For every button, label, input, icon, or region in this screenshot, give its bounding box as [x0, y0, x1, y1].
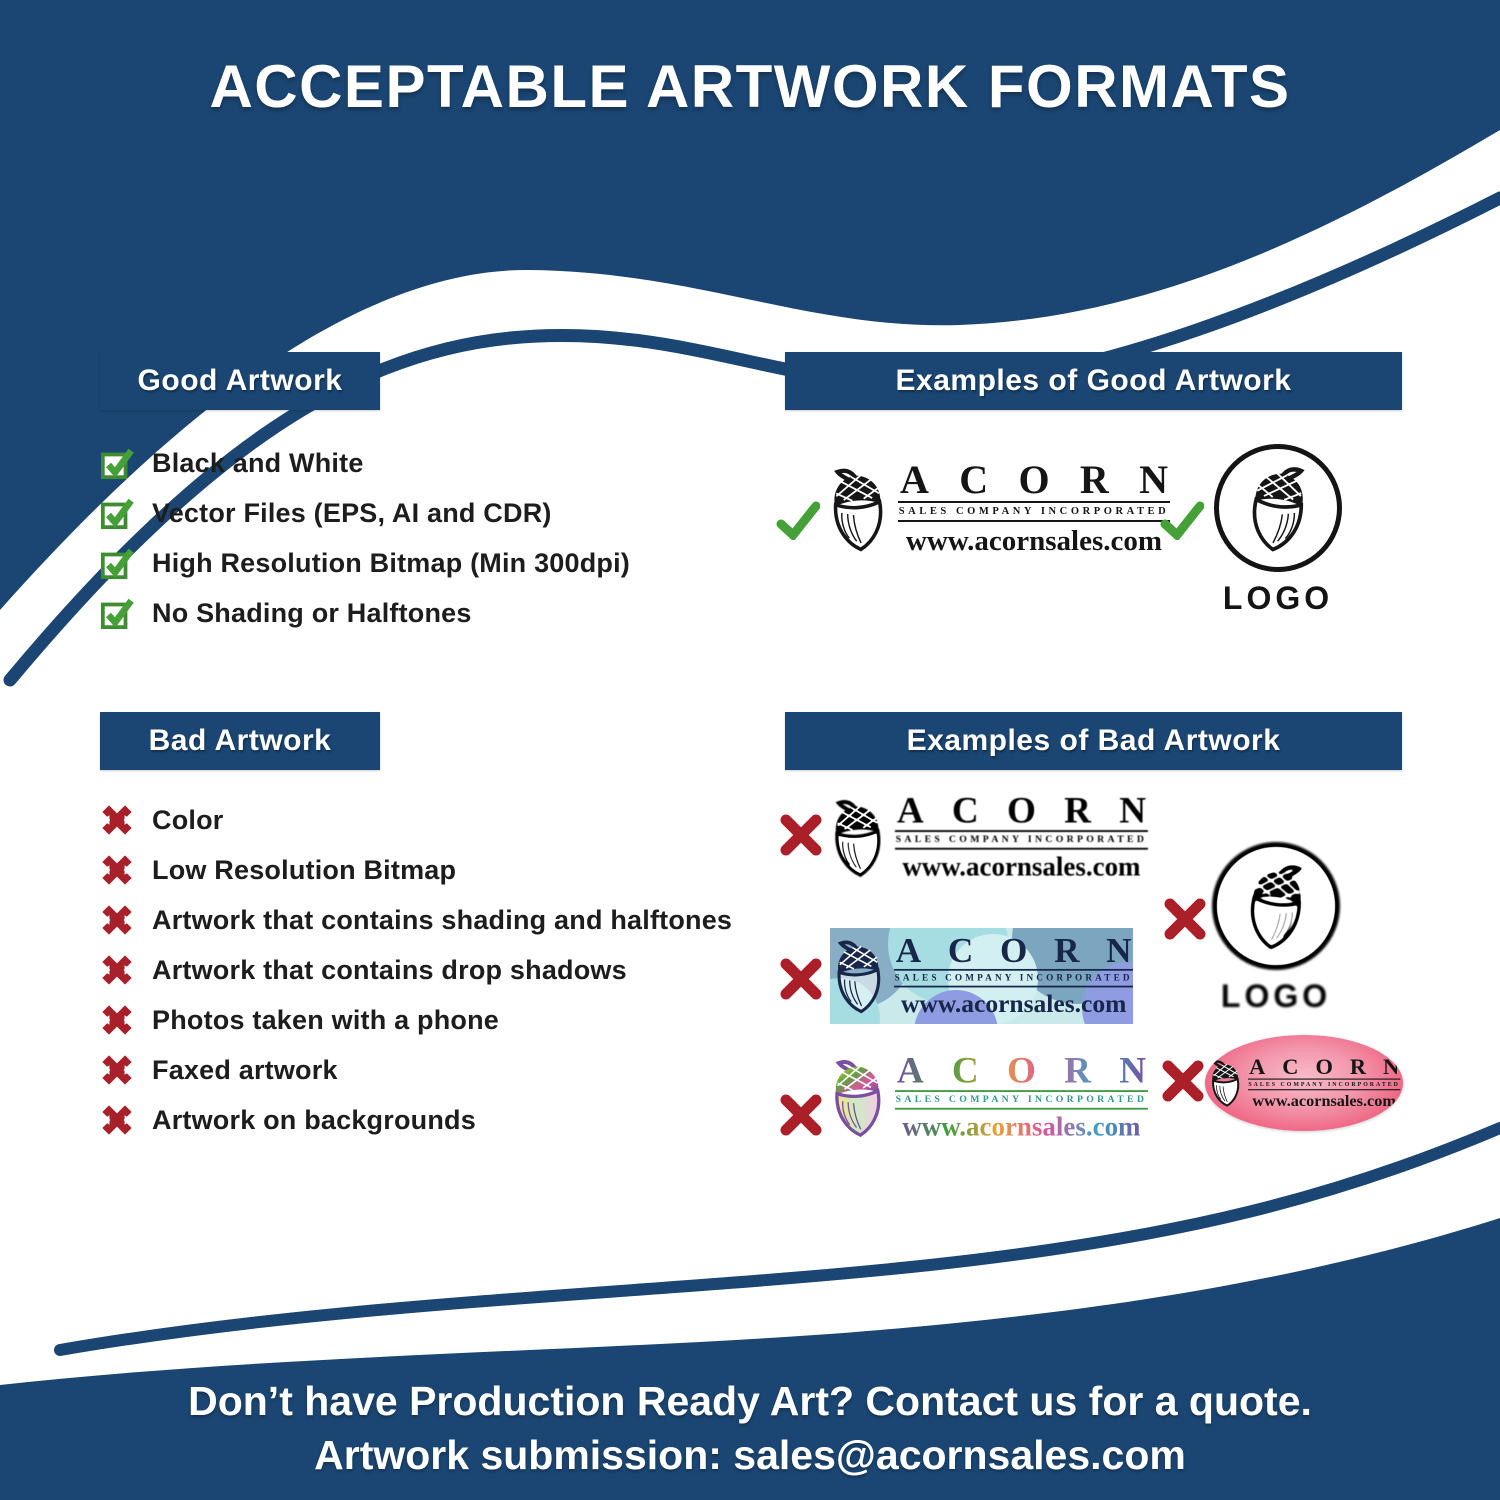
divider — [895, 848, 1148, 850]
list-item — [100, 588, 630, 638]
acorn-logo-text — [894, 930, 1133, 1019]
green-checkbox-icon — [100, 446, 134, 480]
red-x-icon — [100, 803, 134, 837]
list-item-label: Artwork on backgrounds — [152, 1104, 476, 1135]
acorn-icon — [823, 463, 893, 555]
acorn-logo-website: www.acornsales.com — [905, 525, 1163, 557]
red-x-icon — [100, 1103, 134, 1137]
list-item-label: No Shading or Halftones — [152, 597, 472, 628]
red-x-icon — [100, 953, 134, 987]
divider — [894, 986, 1133, 988]
good-example-acorn-logo — [826, 457, 1170, 558]
red-x-icon — [100, 1003, 134, 1037]
acorn-logo-subtitle: SALES COMPANY INCORPORATED — [1248, 1081, 1400, 1088]
acorn-icon — [825, 795, 890, 881]
list-item — [100, 995, 732, 1045]
red-x-icon — [100, 1053, 134, 1087]
list-item — [100, 845, 732, 895]
acorn-logo-subtitle: SALES COMPANY INCORPORATED — [894, 973, 1133, 984]
red-x-icon — [100, 853, 134, 887]
list-item — [100, 795, 732, 845]
bad-example-lowres-logo — [828, 789, 1148, 883]
divider — [898, 520, 1170, 522]
acorn-logo-name: A C O R N — [895, 930, 1132, 970]
red-x-icon — [100, 903, 134, 937]
bad-artwork-header-label: Bad Artwork — [148, 724, 332, 757]
list-item — [100, 488, 630, 538]
bad-example-color-logo — [828, 1049, 1148, 1143]
page-title: ACCEPTABLE ARTWORK FORMATS — [209, 53, 1291, 120]
good-examples-header-label: Examples of Good Artwork — [895, 364, 1292, 397]
red-cross-icon — [778, 956, 824, 1002]
footer-submission-line: Artwork submission: sales@acornsales.com — [314, 1432, 1186, 1478]
green-checkbox-icon — [100, 496, 134, 530]
acorn-icon — [830, 935, 889, 1016]
acorn-logo-text — [895, 1049, 1148, 1143]
good-artwork-list — [100, 438, 630, 638]
green-checkbox-icon — [100, 596, 134, 630]
green-check-icon — [1160, 500, 1204, 540]
acorn-logo-name: A C O R N — [896, 1049, 1147, 1092]
acorn-icon — [825, 1055, 890, 1141]
acorn-icon — [1238, 857, 1314, 954]
list-item-label: Low Resolution Bitmap — [152, 854, 457, 885]
acorn-logo-name: A C O R N — [900, 457, 1168, 502]
red-cross-icon — [1160, 1058, 1206, 1104]
acorn-logo-website: www.acornsales.com — [1252, 1091, 1396, 1110]
good-examples-header — [785, 352, 1402, 410]
circle-logo-frame — [1214, 444, 1342, 572]
green-checkbox-icon — [100, 546, 134, 580]
acorn-logo — [1208, 1053, 1401, 1111]
list-item-label: Artwork that contains shading and halftones — [152, 904, 733, 935]
list-item — [100, 1095, 732, 1145]
list-item-label: Color — [152, 804, 224, 835]
acorn-logo — [830, 930, 1133, 1019]
acorn-logo-website: www.acornsales.com — [902, 852, 1141, 883]
bad-example-pink-oval-logo — [1205, 1035, 1403, 1131]
bad-artwork-list — [100, 795, 732, 1145]
divider — [1248, 1089, 1400, 1090]
red-cross-icon — [778, 1092, 824, 1138]
acorn-icon — [1206, 1057, 1245, 1109]
list-item — [100, 538, 630, 588]
list-item — [100, 895, 732, 945]
good-artwork-header — [100, 352, 380, 410]
acorn-logo-subtitle: SALES COMPANY INCORPORATED — [898, 506, 1170, 517]
list-item-label: Black and White — [152, 447, 364, 478]
list-item-label: Artwork that contains drop shadows — [152, 954, 627, 985]
list-item — [100, 438, 630, 488]
list-item-label: Vector Files (EPS, AI and CDR) — [152, 497, 552, 528]
bad-artwork-header — [100, 712, 380, 770]
acorn-logo-website: www.acornsales.com — [895, 1112, 1148, 1144]
bad-examples-header — [785, 712, 1402, 770]
acorn-logo-text — [898, 457, 1170, 558]
acorn-logo-name: A C O R N — [896, 789, 1147, 832]
circle-logo-frame — [1212, 842, 1340, 970]
acorn-logo-website: www.acornsales.com — [900, 990, 1126, 1019]
list-item — [100, 945, 732, 995]
divider — [895, 1108, 1148, 1110]
good-example-circle-logo — [1214, 444, 1342, 617]
acorn-logo-text — [895, 789, 1148, 883]
red-cross-icon — [778, 812, 824, 858]
acorn-logo-text — [1248, 1053, 1400, 1111]
footer-quote-line: Don’t have Production Ready Art? Contact us for a quote. — [188, 1378, 1312, 1424]
bad-example-pixelated-circle-logo — [1212, 842, 1340, 1015]
good-artwork-header-label: Good Artwork — [137, 364, 343, 397]
list-item — [100, 1045, 732, 1095]
red-cross-icon — [1162, 896, 1208, 942]
logo-label: LOGO — [1222, 580, 1334, 616]
bad-examples-header-label: Examples of Bad Artwork — [906, 724, 1281, 757]
list-item-label: Faxed artwork — [152, 1054, 338, 1085]
acorn-icon — [1240, 459, 1316, 556]
logo-label: LOGO — [1220, 978, 1332, 1014]
list-item-label: Photos taken with a phone — [152, 1004, 500, 1035]
bad-example-background-logo — [830, 928, 1133, 1024]
list-item-label: High Resolution Bitmap (Min 300dpi) — [152, 547, 630, 578]
acorn-logo-name: A C O R N — [1249, 1053, 1400, 1080]
green-check-icon — [776, 500, 820, 540]
acorn-logo-subtitle: SALES COMPANY INCORPORATED — [895, 1094, 1148, 1106]
acorn-logo-subtitle: SALES COMPANY INCORPORATED — [895, 834, 1148, 846]
